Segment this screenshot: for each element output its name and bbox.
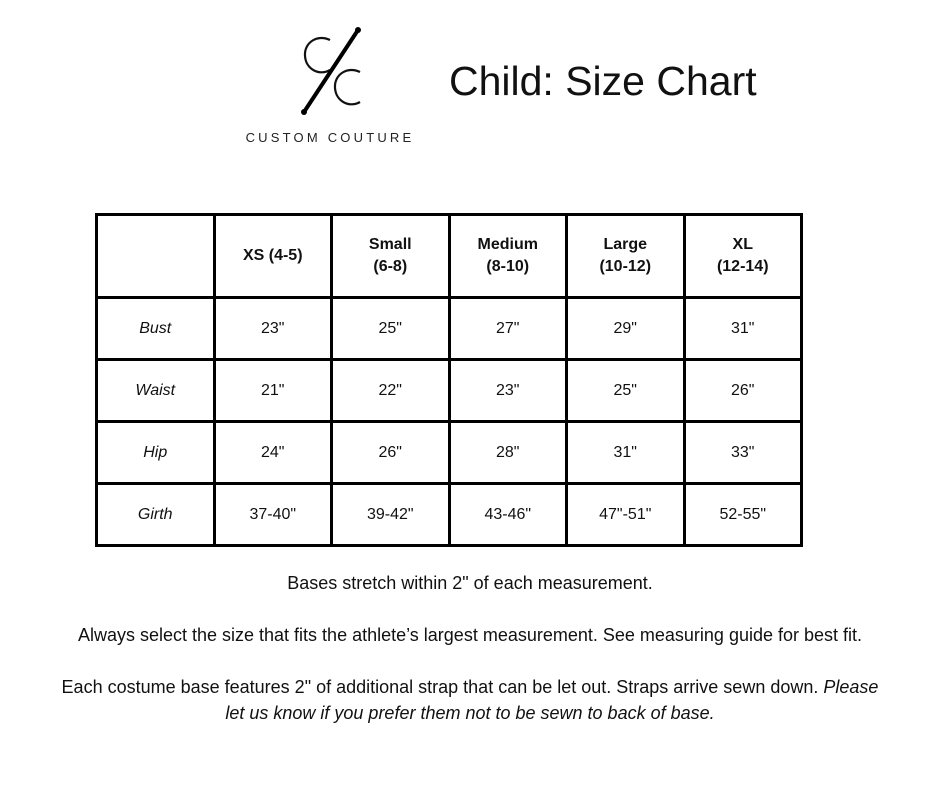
strap-note-text: Each costume base features 2" of additional strap that can be let out. Straps arrive sewn down.	[61, 677, 819, 697]
row-label: Girth	[97, 484, 215, 546]
table-cell: 43-46"	[449, 484, 567, 546]
table-cell: 23"	[214, 298, 332, 360]
table-cell: 29"	[567, 298, 685, 360]
column-header-xs: XS (4-5)	[214, 215, 332, 298]
table-cell: 31"	[567, 422, 685, 484]
size-chart-table	[95, 213, 803, 547]
select-size-note: Always select the size that fits the athlete’s largest measurement. See measuring guide for best fit.	[77, 625, 863, 645]
column-header-xl: XL (12-14)	[684, 215, 802, 298]
table-cell: 21"	[214, 360, 332, 422]
strap-note-italic: Please let us know if you prefer them not to be sewn to back of base.	[225, 677, 879, 723]
table-cell: 27"	[449, 298, 567, 360]
row-label: Waist	[97, 360, 215, 422]
table-cell: 25"	[332, 298, 450, 360]
row-label: Hip	[97, 422, 215, 484]
strap-note	[50, 674, 890, 726]
table-cell: 26"	[332, 422, 450, 484]
table-row-hip	[97, 422, 802, 484]
table-cell: 26"	[684, 360, 802, 422]
page-title: Child: Size Chart	[449, 58, 757, 104]
table-cell: 39-42"	[332, 484, 450, 546]
table-cell: 28"	[449, 422, 567, 484]
table-cell: 33"	[684, 422, 802, 484]
corner-cell	[97, 215, 215, 298]
table-row-waist	[97, 360, 802, 422]
table-cell: 31"	[684, 298, 802, 360]
table-row-girth	[97, 484, 802, 546]
table-cell: 23"	[449, 360, 567, 422]
table-cell: 24"	[214, 422, 332, 484]
column-header-large: Large (10-12)	[567, 215, 685, 298]
column-header-medium: Medium (8-10)	[449, 215, 567, 298]
brand-logo	[230, 26, 430, 150]
table-cell: 52-55"	[684, 484, 802, 546]
custom-couture-monogram-icon	[296, 26, 366, 118]
stretch-note: Bases stretch within 2" of each measurement.	[287, 573, 653, 593]
table-row-bust	[97, 298, 802, 360]
column-header-small: Small (6-8)	[332, 215, 450, 298]
row-label: Bust	[97, 298, 215, 360]
notes-section	[50, 570, 890, 752]
table-cell: 37-40"	[214, 484, 332, 546]
table-cell: 22"	[332, 360, 450, 422]
table-header-row	[97, 215, 802, 298]
table-cell: 25"	[567, 360, 685, 422]
table-cell: 47"-51"	[567, 484, 685, 546]
brand-name: CUSTOM COUTURE	[245, 130, 415, 145]
